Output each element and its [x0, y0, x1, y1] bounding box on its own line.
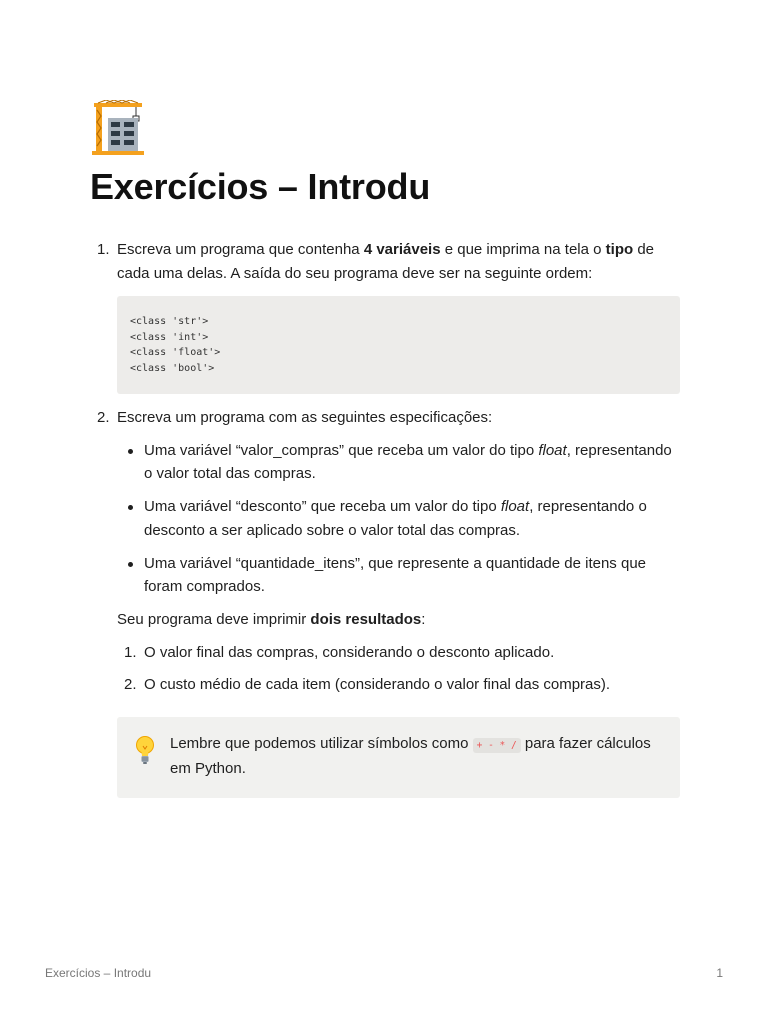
italic-type: float — [538, 441, 567, 459]
construction-crane-icon — [92, 100, 146, 156]
page-title: Exercícios – Introdu — [90, 166, 431, 207]
exercise-1-number: 1. — [97, 241, 110, 258]
tip-callout — [117, 717, 680, 798]
exercise-2-intro: Escreva um programa com as seguintes especificações: — [117, 409, 493, 426]
text-segment: Uma variável “desconto” que receba um valor do tipo — [144, 498, 501, 515]
code-line: <class 'str'> — [130, 316, 209, 327]
italic-type: float — [500, 498, 530, 515]
text-segment: e que imprima na tela o — [440, 241, 606, 258]
results-list — [117, 641, 680, 697]
exercise-1 — [90, 238, 680, 394]
list-item — [117, 495, 680, 542]
text-segment: Escreva um programa que contenha — [117, 241, 364, 258]
list-item — [117, 439, 680, 486]
result-number: 2. — [124, 676, 137, 693]
specification-list — [117, 439, 680, 599]
bold-results: dois resultados — [310, 611, 422, 628]
exercise-list — [90, 238, 680, 798]
result-text: O custo médio de cada item (considerando o valor final das compras). — [144, 676, 611, 693]
exercise-2-number: 2. — [97, 409, 110, 426]
results-intro — [117, 608, 680, 632]
page-content — [90, 238, 680, 798]
footer-title: Exercícios – Introdu — [45, 966, 152, 980]
code-line: <class 'bool'> — [130, 362, 215, 374]
list-item — [117, 641, 680, 665]
result-number: 1. — [124, 644, 137, 661]
text-segment: : — [421, 611, 426, 628]
result-text: O valor final das compras, considerando o desconto aplicado. — [144, 644, 555, 661]
text-segment: Seu programa deve imprimir — [117, 611, 311, 628]
text-segment: , representando o valor total das compras. — [144, 441, 672, 482]
text-segment: de cada uma delas. A saída do seu programa deve ser na seguinte ordem: — [117, 241, 655, 282]
exercise-2 — [90, 406, 680, 798]
list-item — [117, 552, 680, 599]
exercise-1-text — [117, 238, 680, 285]
text-segment: , representando o desconto a ser aplicado sobre o valor total das compras. — [144, 498, 647, 539]
code-line: <class 'int'> — [130, 331, 209, 343]
callout-text — [170, 735, 651, 778]
list-item — [117, 673, 680, 697]
text-segment: Lembre que podemos utilizar símbolos como — [170, 734, 473, 752]
page-number: 1 — [716, 966, 723, 980]
code-block[interactable] — [117, 296, 680, 394]
inline-code: + - * / — [473, 738, 521, 753]
text-segment: Uma variável “quantidade_itens”, que represente a quantidade de itens que foram comprados. — [144, 554, 647, 595]
text-segment: Uma variável “valor_compras” que receba um valor do tipo — [144, 441, 539, 459]
bold-type: tipo — [605, 241, 634, 258]
code-line: <class 'float'> — [130, 347, 221, 358]
text-segment: para fazer cálculos em Python. — [170, 734, 651, 777]
bold-variables: 4 variáveis — [363, 241, 441, 258]
lightbulb-icon — [135, 735, 155, 765]
